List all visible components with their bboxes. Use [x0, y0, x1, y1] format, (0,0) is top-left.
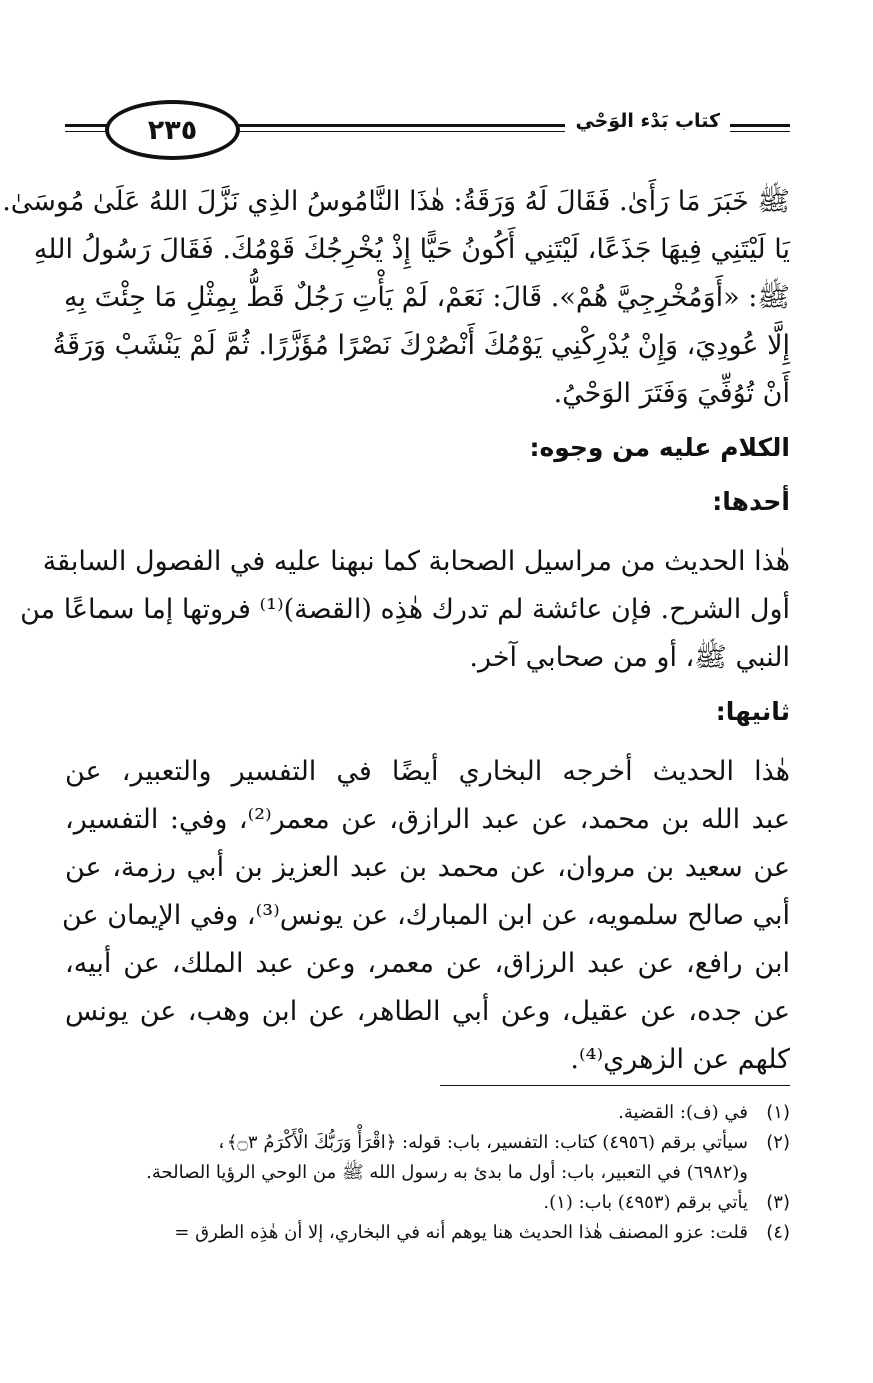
page-header: [65, 100, 790, 170]
text-line: أبي صالح سلمويه، عن ابن المبارك، عن يونس⁽³⁾، وفي الإيمان عن: [61, 900, 790, 931]
footnote-text: قلت: عزو المصنف هٰذا الحديث هنا يوهم أنه في البخاري، إلا أن هٰذِه الطرق =: [174, 1222, 748, 1243]
text-line: هٰذا الحديث أخرجه البخاري أيضًا في التفسير والتعبير، عن: [65, 756, 790, 787]
text-line: ﷺ: «أَوَمُخْرِجِيَّ هُمْ». قَالَ: نَعَمْ، لَمْ يَأْتِ رَجُلٌ قَطُّ بِمِثْلِ مَا جِئْتَ بِهِ: [64, 282, 790, 313]
footnote: [30, 1188, 790, 1218]
text-line: أَنْ تُوُفِّيَ وَفَتَرَ الوَحْيُ.: [553, 378, 790, 409]
section-heading: ثانيها:: [715, 697, 790, 726]
running-title: كتاب بَدْء الوَحْي: [565, 110, 730, 132]
footnote-number: (٣): [766, 1192, 790, 1213]
main-text: [2, 178, 790, 1084]
section-heading: الكلام عليه من وجوه:: [529, 433, 790, 462]
text-line: كلهم عن الزهري⁽⁴⁾.: [570, 1044, 790, 1075]
footnote-text: في (ف): القضية.: [618, 1102, 748, 1123]
footnotes: [30, 1098, 790, 1248]
text-line: النبي ﷺ، أو من صحابي آخر.: [469, 642, 790, 673]
text-line: إِلَّا عُودِيَ، وَإِنْ يُدْرِكْنِي يَوْمُكَ أَنْصُرْكَ نَصْرًا مُؤَزَّرًا. ثُمَّ لَمْ يَنْشَبْ وَرَقَةُ: [52, 330, 790, 361]
footnote-text: يأتي برقم (٤٩٥٣) باب: (١).: [543, 1192, 748, 1213]
text-line: هٰذا الحديث من مراسيل الصحابة كما نبهنا عليه في الفصول السابقة: [42, 546, 790, 577]
footnote-continuation: و(٦٩٨٢) في التعبير، باب: أول ما بدئ به رسول الله ﷺ من الوحي الرؤيا الصالحة.: [146, 1162, 748, 1183]
section-heading: أحدها:: [712, 487, 790, 516]
page-number: ٢٣٥: [105, 100, 240, 160]
footnote-separator: [440, 1085, 790, 1086]
footnote-number: (١): [766, 1102, 790, 1123]
footnote-number: (٢): [766, 1132, 790, 1153]
footnote: [30, 1098, 790, 1128]
text-line: عن جده، عن عقيل، وعن أبي الطاهر، عن ابن وهب، عن يونس: [65, 996, 790, 1027]
footnote-number: (٤): [766, 1222, 790, 1243]
footnote: [30, 1128, 790, 1158]
text-line: يَا لَيْتَنِي فِيهَا جَذَعًا، لَيْتَنِي أَكُونُ حَيًّا إِذْ يُخْرِجُكَ قَوْمُكَ. فَقَالَ رَسُولُ اللهِ: [33, 234, 790, 265]
text-line: عن سعيد بن مروان، عن محمد بن عبد العزيز بن أبي رزمة، عن: [65, 852, 790, 883]
footnote: [30, 1218, 790, 1248]
text-line: ﷺ خَبَرَ مَا رَأَىٰ. فَقَالَ لَهُ وَرَقَةُ: هٰذَا النَّامُوسُ الذِي نَزَّلَ اللهُ عَلَىٰ مُوسَىٰ.: [2, 186, 790, 217]
text-line: أول الشرح. فإن عائشة لم تدرك هٰذِه (القصة)⁽¹⁾ فروتها إما سماعًا من: [20, 594, 790, 625]
footnote-text: سيأتي برقم (٤٩٥٦) كتاب: التفسير، باب: قوله: ﴿اقْرَأْ وَرَبُّكَ الْأَكْرَمُ ۝٣﴾،: [216, 1132, 748, 1153]
text-line: عبد الله بن محمد، عن عبد الرازق، عن معمر⁽²⁾، وفي: التفسير،: [65, 804, 790, 835]
text-line: ابن رافع، عن عبد الرزاق، عن معمر، وعن عبد الملك، عن أبيه،: [65, 948, 790, 979]
